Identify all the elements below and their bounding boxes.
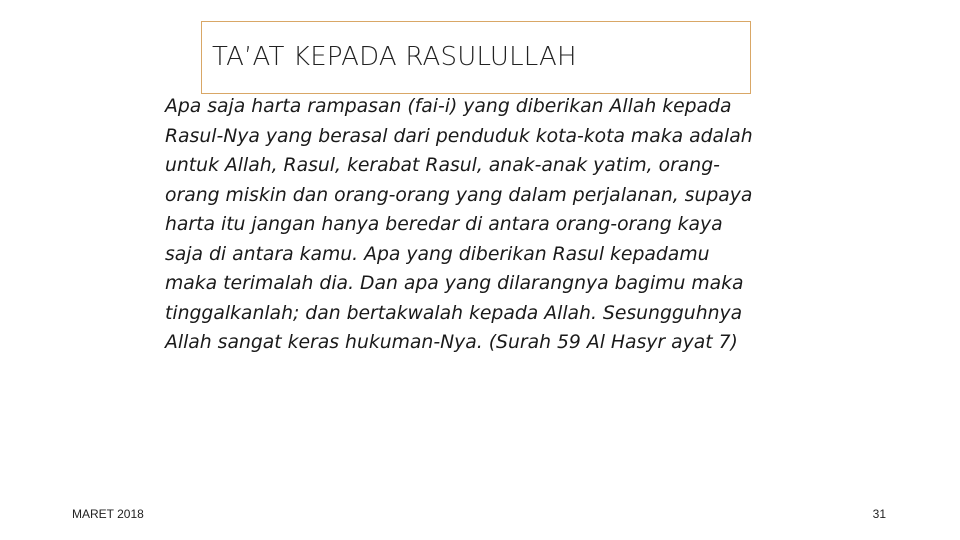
footer-date: MARET 2018	[72, 507, 144, 521]
quote-line: Rasul-Nya yang berasal dari penduduk kota-kota maka adalah	[165, 125, 753, 147]
quote-line: Allah sangat keras hukuman-Nya. (Surah 59 Al Hasyr ayat 7)	[165, 332, 738, 353]
quote-line: tinggalkanlah; dan bertakwalah kepada Allah. Sesungguhnya	[165, 302, 743, 324]
page-number: 31	[872, 507, 886, 521]
quote-line: harta itu jangan hanya beredar di antara orang-orang kaya	[165, 214, 723, 235]
quote-line: untuk Allah, Rasul, kerabat Rasul, anak-anak yatim, orang-	[165, 155, 720, 176]
quote-line: saja di antara kamu. Apa yang diberikan Rasul kepadamu	[165, 243, 710, 265]
title-box	[201, 21, 751, 94]
quote-line: maka terimalah dia. Dan apa yang dilarangnya bagimu maka	[165, 273, 744, 294]
slide-title: TA’AT KEPADA RASULULLAH	[212, 42, 577, 72]
quote-line: Apa saja harta rampasan (fai-i) yang diberikan Allah kepada	[165, 96, 732, 117]
quote-line: orang miskin dan orang-orang yang dalam perjalanan, supaya	[165, 184, 753, 206]
quote-body	[165, 92, 805, 358]
